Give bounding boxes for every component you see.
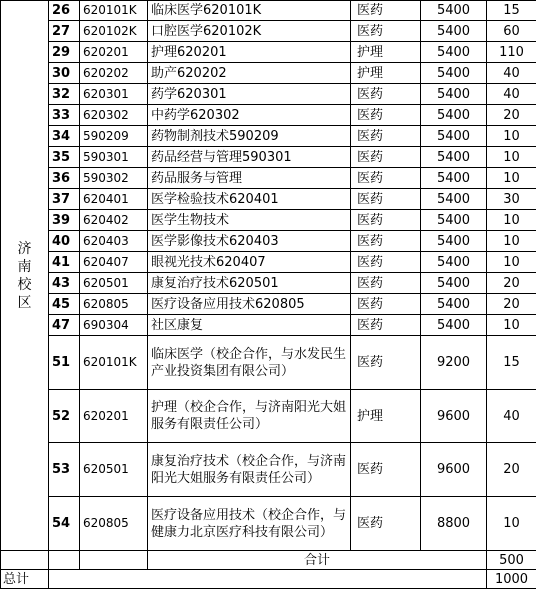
code-cell: 620302 [80,105,148,126]
table-row [1,126,536,147]
fee-cell: 5400 [421,294,487,315]
major-name-cell: 医学影像技术620403 [148,231,351,252]
fee-cell: 9200 [421,336,487,390]
seq-cell: 35 [49,147,80,168]
seq-cell: 45 [49,294,80,315]
code-cell: 620402 [80,210,148,231]
quota-cell: 110 [487,42,536,63]
seq-cell: 30 [49,63,80,84]
fee-cell: 5400 [421,84,487,105]
table-row [1,390,536,443]
major-name-cell: 中药学620302 [148,105,351,126]
code-cell: 620407 [80,252,148,273]
quota-cell: 20 [487,443,536,497]
code-cell: 620301 [80,84,148,105]
code-cell: 620403 [80,231,148,252]
quota-cell: 10 [487,147,536,168]
table-row [1,294,536,315]
code-cell: 620101K [80,1,148,21]
major-name-cell: 医疗设备应用技术（校企合作，与健康力北京医疗科技有限公司） [148,497,351,551]
table-row [1,42,536,63]
fee-cell: 5400 [421,252,487,273]
table-row [1,497,536,551]
code-cell: 590301 [80,147,148,168]
seq-cell: 39 [49,210,80,231]
category-cell: 医药 [351,336,421,390]
category-cell: 医药 [351,252,421,273]
fee-cell: 5400 [421,105,487,126]
seq-cell: 40 [49,231,80,252]
seq-cell: 37 [49,189,80,210]
category-cell: 护理 [351,42,421,63]
code-cell: 620805 [80,294,148,315]
major-name-cell: 药品经营与管理590301 [148,147,351,168]
code-cell: 620202 [80,63,148,84]
fee-cell: 5400 [421,126,487,147]
major-name-cell: 护理620201 [148,42,351,63]
quota-cell: 10 [487,168,536,189]
fee-cell: 5400 [421,168,487,189]
fee-cell: 5400 [421,189,487,210]
category-cell: 医药 [351,105,421,126]
category-cell: 医药 [351,84,421,105]
table-row [1,84,536,105]
category-cell: 护理 [351,63,421,84]
fee-cell: 5400 [421,1,487,21]
major-name-cell: 眼视光技术620407 [148,252,351,273]
seq-cell: 47 [49,315,80,336]
major-name-cell: 社区康复 [148,315,351,336]
code-cell: 690304 [80,315,148,336]
major-name-cell: 医学生物技术 [148,210,351,231]
seq-cell: 34 [49,126,80,147]
fee-cell: 5400 [421,63,487,84]
empty-cell [1,551,49,570]
category-cell: 医药 [351,231,421,252]
major-name-cell: 护理（校企合作，与济南阳光大姐服务有限责任公司） [148,390,351,443]
empty-cell [80,551,148,570]
seq-cell: 41 [49,252,80,273]
table-row [1,63,536,84]
major-name-cell: 康复治疗技术620501 [148,273,351,294]
code-cell: 620101K [80,336,148,390]
quota-cell: 40 [487,390,536,443]
category-cell: 医药 [351,294,421,315]
seq-cell: 43 [49,273,80,294]
quota-cell: 10 [487,315,536,336]
table-row [1,336,536,390]
category-cell: 医药 [351,147,421,168]
quota-cell: 10 [487,497,536,551]
table-row [1,189,536,210]
subtotal-label: 合计 [148,551,487,570]
quota-cell: 30 [487,189,536,210]
category-cell: 医药 [351,273,421,294]
table-row [1,147,536,168]
fee-cell: 9600 [421,443,487,497]
code-cell: 620201 [80,42,148,63]
seq-cell: 36 [49,168,80,189]
quota-cell: 40 [487,84,536,105]
major-name-cell: 助产620202 [148,63,351,84]
quota-cell: 20 [487,273,536,294]
major-name-cell: 药学620301 [148,84,351,105]
table-row [1,105,536,126]
fee-cell: 5400 [421,210,487,231]
fee-cell: 9600 [421,390,487,443]
category-cell: 医药 [351,126,421,147]
fee-cell: 8800 [421,497,487,551]
fee-cell: 5400 [421,273,487,294]
total-label: 总计 [1,570,49,589]
category-cell: 医药 [351,189,421,210]
fee-cell: 5400 [421,147,487,168]
fee-cell: 5400 [421,315,487,336]
subtotal-quota: 500 [487,551,536,570]
code-cell: 620501 [80,273,148,294]
quota-cell: 10 [487,231,536,252]
category-cell: 医药 [351,210,421,231]
quota-cell: 60 [487,21,536,42]
category-cell: 医药 [351,443,421,497]
total-quota: 1000 [487,570,536,589]
category-cell: 医药 [351,1,421,21]
seq-cell: 54 [49,497,80,551]
major-name-cell: 临床医学620101K [148,1,351,21]
seq-cell: 29 [49,42,80,63]
quota-cell: 40 [487,63,536,84]
major-name-cell: 药品服务与管理 [148,168,351,189]
seq-cell: 52 [49,390,80,443]
campus-label: 济南校区 [17,240,32,311]
category-cell: 护理 [351,390,421,443]
seq-cell: 33 [49,105,80,126]
code-cell: 620805 [80,497,148,551]
campus-cell [1,1,49,551]
empty-cell [49,570,487,589]
code-cell: 620201 [80,390,148,443]
code-cell: 620102K [80,21,148,42]
table-row [1,168,536,189]
major-name-cell: 药物制剂技术590209 [148,126,351,147]
fee-cell: 5400 [421,231,487,252]
code-cell: 590302 [80,168,148,189]
seq-cell: 51 [49,336,80,390]
category-cell: 医药 [351,315,421,336]
major-name-cell: 医疗设备应用技术620805 [148,294,351,315]
major-name-cell: 临床医学（校企合作，与水发民生产业投资集团有限公司） [148,336,351,390]
table-row [1,443,536,497]
code-cell: 590209 [80,126,148,147]
table-row [1,210,536,231]
table-row [1,231,536,252]
total-row [1,570,536,589]
seq-cell: 27 [49,21,80,42]
table-row [1,21,536,42]
empty-cell [49,551,80,570]
code-cell: 620401 [80,189,148,210]
category-cell: 医药 [351,21,421,42]
quota-cell: 10 [487,252,536,273]
fee-cell: 5400 [421,42,487,63]
table-row [1,252,536,273]
subtotal-row [1,551,536,570]
seq-cell: 53 [49,443,80,497]
seq-cell: 26 [49,1,80,21]
quota-cell: 20 [487,105,536,126]
major-name-cell: 医学检验技术620401 [148,189,351,210]
table-row [1,315,536,336]
major-name-cell: 口腔医学620102K [148,21,351,42]
quota-cell: 10 [487,126,536,147]
table-row [1,1,536,21]
seq-cell: 32 [49,84,80,105]
quota-cell: 20 [487,294,536,315]
major-name-cell: 康复治疗技术（校企合作，与济南阳光大姐服务有限责任公司） [148,443,351,497]
table-row [1,273,536,294]
quota-cell: 15 [487,336,536,390]
category-cell: 医药 [351,168,421,189]
code-cell: 620501 [80,443,148,497]
fee-cell: 5400 [421,21,487,42]
category-cell: 医药 [351,497,421,551]
quota-cell: 15 [487,1,536,21]
quota-cell: 10 [487,210,536,231]
